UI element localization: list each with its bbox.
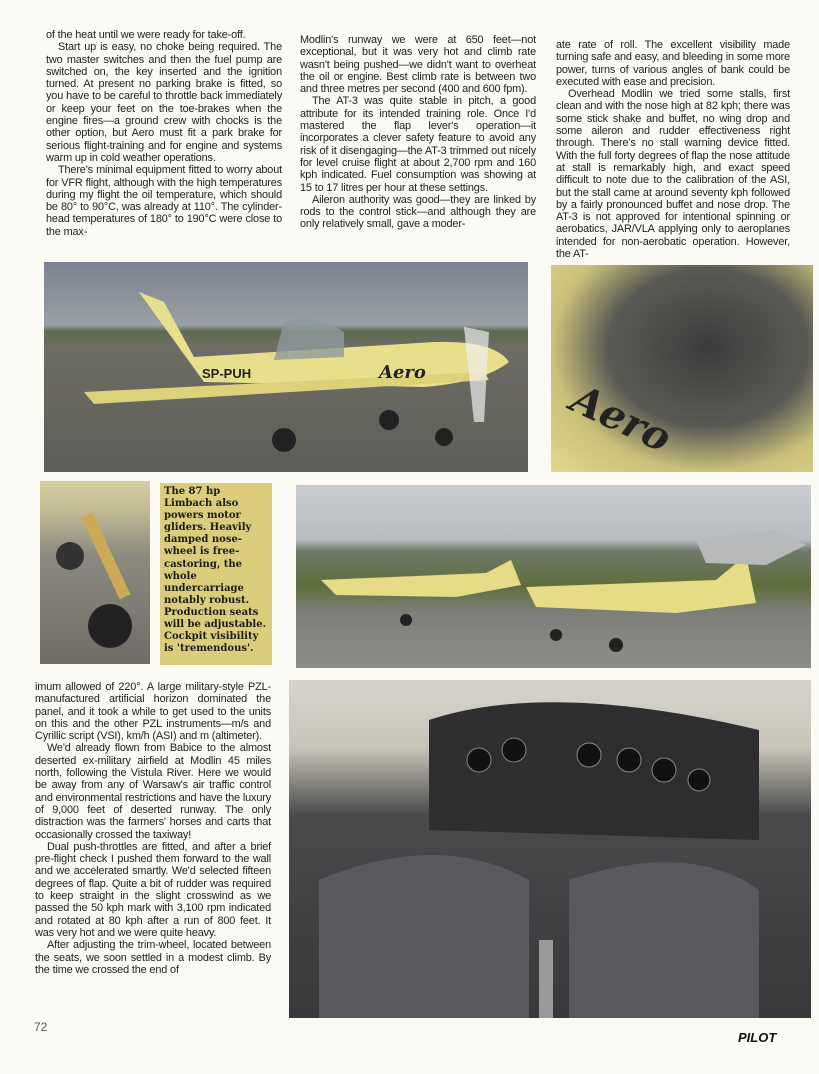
text-column-4 [35, 681, 271, 976]
paragraph: We'd already flown from Babice to the almost deserted ex-military airfield at Modlin 45 miles north, following the Vistula River. Here we would be away from any of Warsaw's air traffic control and environmental restrictions and have the luxury of 9,000 feet of deserted runway. The only distraction was the farmers' horses and carts that occasionally crossed the taxiway! [35, 742, 271, 841]
text-column-1 [46, 29, 282, 238]
photo-engine-bay [551, 265, 813, 472]
aircraft-illustration [44, 262, 528, 472]
photo-nose-wheel [40, 481, 150, 664]
photo-two-aircraft [296, 485, 811, 668]
aero-logo: Aero [379, 362, 426, 383]
paragraph: Start up is easy, no choke being required. The two master switches and then the fuel pump are switched on, the key inserted and the ignition turned. At present no parking brake is fitted, so you have to be careful to throttle back immediately or keep your feet on the toe-brakes when the engine fires—a ground crew with chocks is the other option, but Aero must fit a park brake for serious flight-training and for engine and systems warm up in cold weather operations. [46, 41, 282, 164]
paragraph: ate rate of roll. The excellent visibility made turning safe and easy, and bleeding in some more power, turns of various angles of bank could be executed with ease and precision. [556, 39, 790, 88]
photo-aircraft-side [44, 262, 528, 472]
magazine-name: PILOT [738, 1030, 777, 1045]
paragraph: Modlin's runway we were at 650 feet—not exceptional, but it was very hot and climb rate wasn't being pushed—we didn't want to overheat the oil or engine. Best climb rate is between two and three metres per second (400 and 600 fpm). [300, 34, 536, 96]
text-column-2 [300, 34, 536, 231]
paragraph: of the heat until we were ready for take-off. [46, 29, 246, 41]
registration-label: SP-PUH [202, 366, 252, 381]
paragraph: Overhead Modlin we tried some stalls, first clean and with the nose high at 82 kph; there was some stick shake and buffet, no wing drop and some aileron and rudder effectiveness right through. There's no stall warning device fitted. With the full forty degrees of flap the nose attitude at stall is remarkably high, and exact speed difficult to note due to the calibration of the ASI, but the stall came at around seventy kph followed by a fairly pronounced buffet and nose drop. The AT-3 is not approved for intentional spinning or aerobatics, JAR/VLA applying only to aeroplanes intended for non-aerobatic operation. However, the AT- [556, 88, 790, 261]
paragraph: There's minimal equipment fitted to worry about for VFR flight, although with the high temperatures during my flight the oil temperature, which should be 80° to 90°C, was already at 110°. The cylinder-head temperatures of 180° to 190°C were close to the max- [46, 164, 282, 238]
paragraph: After adjusting the trim-wheel, located between the seats, we soon settled in a modest climb. By the time we crossed the end of [35, 939, 271, 976]
photo-cockpit [289, 680, 811, 1018]
text-column-3 [556, 39, 790, 260]
page-number: 72 [34, 1020, 48, 1034]
paragraph: Aileron authority was good—they are linked by rods to the control stick—and although they are only relatively small, gave a moder- [300, 193, 536, 231]
paragraph: imum allowed of 220°. A large military-style PZL-manufactured artificial horizon dominated the panel, and it took a while to get used to the units on this and the other PZL instruments—m/s and Cyrillic script (VSI), km/h (ASI) and m (altimeter). [35, 681, 271, 743]
photo-caption: The 87 hp Limbach also powers motor gliders. Heavily damped nose-wheel is free-castoring, the whole undercarriage notably robust. Production seats will be adjustable. Cockpit visibility is 'tremendous'. [160, 483, 272, 665]
aero-logo-engine: Aero [563, 375, 679, 462]
paragraph: Dual push-throttles are fitted, and after a brief pre-flight check I pushed them forward to the wall and we accelerated smartly. We'd selected fifteen degrees of flap. Quite a bit of rudder was required to keep straight in the slight crosswind as we passed the 50 kph mark with 3,100 rpm indicated and rotated at 80 kph after a run of 800 feet. It was very hot and we were quite heavy. [35, 840, 271, 939]
paragraph: The AT-3 was quite stable in pitch, a good attribute for its intended training role. Once I'd mastered the flap lever's operation—it incorporates a clever safety feature to avoid any risk of it disengaging—the AT-3 trimmed out nicely for level cruise flight at about 2,700 rpm and 160 kph indicated. Fuel consumption was showing at 15 to 17 litres per hour at these settings. [300, 95, 536, 194]
